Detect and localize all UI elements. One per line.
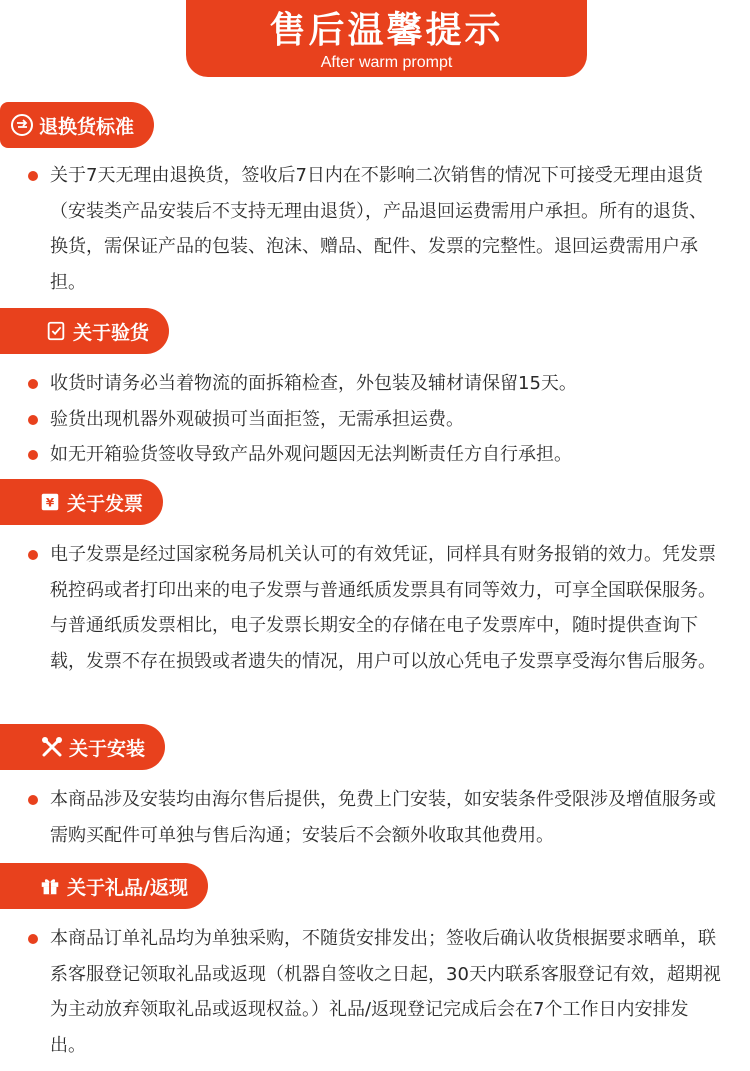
section-title: 退换货标准 (39, 115, 135, 138)
list-item: 本商品订单礼品均为单独采购，不随货安排发出；签收后确认收货根据要求晒单，联系客服登记领取礼品或返现（机器自签收之日起，30天内联系客服登记有效，超期视为主动放弃领取礼品或返现权益。）礼品/返现登记完成后会在7个工作日内安排发出。 (0, 921, 750, 1063)
section-tag (0, 479, 163, 525)
section-tag (0, 308, 169, 354)
section-tag (0, 724, 165, 770)
section-title: 关于发票 (67, 492, 144, 515)
section-title: 关于礼品/返现 (67, 876, 188, 899)
section-title: 关于验货 (73, 321, 150, 344)
bullet-dot (28, 415, 38, 425)
bullet-dot (28, 795, 38, 805)
section-title: 关于安装 (69, 737, 146, 760)
invoice-icon (38, 490, 62, 514)
bullet-dot (28, 934, 38, 944)
list-item: 验货出现机器外观破损可当面拒签，无需承担运费。 (0, 402, 750, 438)
section-inspection (0, 308, 750, 473)
return-icon (10, 113, 34, 137)
section-gift-cashback (0, 863, 750, 1063)
list-item: 收货时请务必当着物流的面拆箱检查，外包装及辅材请保留15天。 (0, 366, 750, 402)
list-item: 本商品涉及安装均由海尔售后提供，免费上门安装，如安装条件受限涉及增值服务或需购买配件可单独与售后沟通；安装后不会额外收取其他费用。 (0, 782, 750, 853)
bullet-dot (28, 450, 38, 460)
section-tag (0, 102, 154, 148)
section-invoice (0, 479, 750, 679)
svg-text:¥: ¥ (45, 495, 55, 510)
page-title: 售后温馨提示 (269, 10, 504, 51)
section-return-policy (0, 102, 750, 300)
tools-icon (40, 735, 64, 759)
list-item: 关于7天无理由退换货，签收后7日内在不影响二次销售的情况下可接受无理由退货（安装类产品安装后不支持无理由退货），产品退回运费需用户承担。所有的退货、换货，需保证产品的包装、泡沫、赠品、配件、发票的完整性。退回运费需用户承担。 (0, 158, 750, 300)
bullet-dot (28, 379, 38, 389)
section-tag (0, 863, 208, 909)
bullet-dot (28, 550, 38, 560)
list-item: 电子发票是经过国家税务局机关认可的有效凭证，同样具有财务报销的效力。凭发票税控码或者打印出来的电子发票与普通纸质发票具有同等效力，可享全国联保服务。与普通纸质发票相比，电子发票长期安全的存储在电子发票库中，随时提供查询下载，发票不存在损毁或者遗失的情况，用户可以放心凭电子发票享受海尔售后服务。 (0, 537, 750, 679)
list-item: 如无开箱验货签收导致产品外观问题因无法判断责任方自行承担。 (0, 437, 750, 473)
header-banner (186, 0, 587, 77)
section-installation (0, 724, 750, 853)
checklist-icon (44, 319, 68, 343)
gift-icon (38, 874, 62, 898)
page-subtitle: After warm prompt (320, 54, 453, 71)
bullet-dot (28, 171, 38, 181)
